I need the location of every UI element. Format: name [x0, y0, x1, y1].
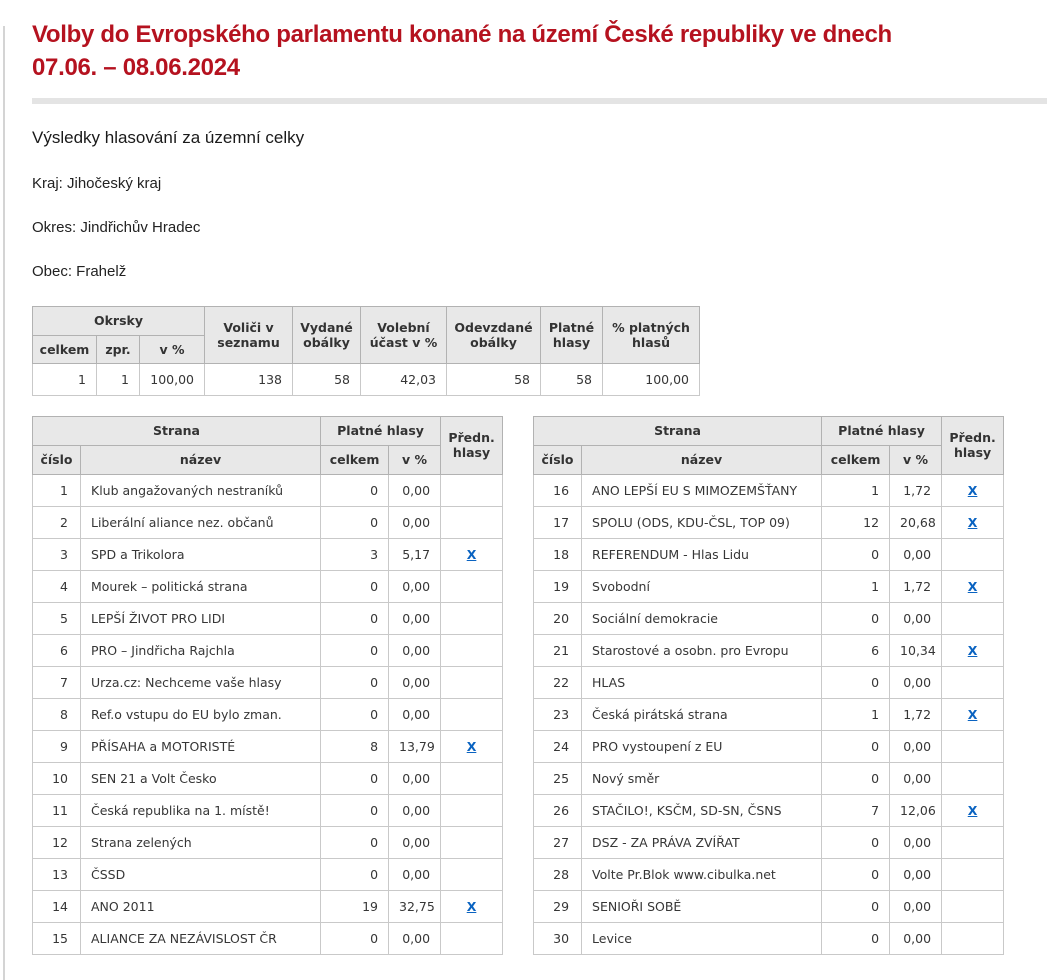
party-name: Klub angažovaných nestraníků [81, 474, 321, 506]
party-votes-total: 8 [321, 730, 389, 762]
party-votes-total: 0 [321, 666, 389, 698]
pref-votes-cell [441, 762, 503, 794]
page-title [32, 18, 1047, 84]
party-name: Urza.cz: Nechceme vaše hlasy [81, 666, 321, 698]
header-v-pct: v % [890, 445, 942, 474]
party-row [33, 602, 503, 634]
party-number: 28 [534, 858, 582, 890]
pref-votes-cell [942, 570, 1004, 602]
okres-line: Okres: Jindřichův Hradec [32, 219, 201, 236]
header-predn-hlasy: Předn. hlasy [441, 417, 503, 474]
pref-votes-cell [441, 634, 503, 666]
page-content [0, 18, 1047, 975]
party-votes-total: 1 [822, 698, 890, 730]
party-votes-pct: 0,00 [890, 890, 942, 922]
party-row [33, 762, 503, 794]
header-cislo: číslo [534, 445, 582, 474]
party-votes-total: 0 [321, 570, 389, 602]
party-number: 29 [534, 890, 582, 922]
header-okrsky-v-pct: v % [140, 335, 205, 364]
pref-votes-cell [441, 602, 503, 634]
party-number: 14 [33, 890, 81, 922]
party-number: 15 [33, 922, 81, 954]
header-strana: Strana [33, 417, 321, 446]
party-votes-pct: 0,00 [890, 730, 942, 762]
party-votes-pct: 0,00 [389, 762, 441, 794]
page-title-line-2: 07.06. – 08.06.2024 [32, 54, 240, 81]
party-votes-total: 0 [822, 858, 890, 890]
pref-votes-cell [942, 634, 1004, 666]
header-celkem: celkem [822, 445, 890, 474]
party-number: 8 [33, 698, 81, 730]
party-number: 7 [33, 666, 81, 698]
party-votes-pct: 1,72 [890, 474, 942, 506]
party-name: PRO vystoupení z EU [582, 730, 822, 762]
party-votes-total: 0 [321, 858, 389, 890]
pref-votes-cell [942, 602, 1004, 634]
party-row [33, 730, 503, 762]
party-votes-total: 0 [321, 602, 389, 634]
party-votes-total: 0 [321, 762, 389, 794]
party-number: 25 [534, 762, 582, 794]
header-strana: Strana [534, 417, 822, 446]
pref-votes-cell [942, 506, 1004, 538]
party-number: 22 [534, 666, 582, 698]
pref-votes-link[interactable]: X [967, 802, 978, 818]
party-number: 26 [534, 794, 582, 826]
party-number: 6 [33, 634, 81, 666]
pref-votes-cell [942, 890, 1004, 922]
summary-table [32, 306, 700, 396]
value-okrsky-v-pct: 100,00 [140, 364, 205, 396]
party-name: Volte Pr.Blok www.cibulka.net [582, 858, 822, 890]
header-odevzdane-obalky: Odevzdané obálky [447, 307, 541, 364]
party-votes-total: 19 [321, 890, 389, 922]
header-nazev: název [582, 445, 822, 474]
party-name: PŘÍSAHA a MOTORISTÉ [81, 730, 321, 762]
party-votes-total: 0 [321, 506, 389, 538]
party-votes-pct: 0,00 [389, 858, 441, 890]
party-row [534, 506, 1004, 538]
pref-votes-cell [441, 826, 503, 858]
header-vydane-obalky: Vydané obálky [293, 307, 361, 364]
party-number: 9 [33, 730, 81, 762]
party-votes-total: 0 [822, 538, 890, 570]
pref-votes-link[interactable]: X [466, 738, 477, 754]
party-table-right [533, 416, 1004, 954]
party-name: REFERENDUM - Hlas Lidu [582, 538, 822, 570]
party-votes-total: 1 [822, 570, 890, 602]
pref-votes-cell [942, 730, 1004, 762]
party-number: 20 [534, 602, 582, 634]
party-name: Svobodní [582, 570, 822, 602]
party-votes-pct: 1,72 [890, 570, 942, 602]
header-platne-hlasy: Platné hlasy [541, 307, 603, 364]
party-row [534, 890, 1004, 922]
party-row [33, 890, 503, 922]
pref-votes-cell [441, 858, 503, 890]
party-votes-total: 0 [321, 794, 389, 826]
party-number: 4 [33, 570, 81, 602]
party-number: 3 [33, 538, 81, 570]
party-name: PRO – Jindřicha Rajchla [81, 634, 321, 666]
header-volici-v-seznamu: Voliči v seznamu [205, 307, 293, 364]
party-votes-pct: 0,00 [389, 570, 441, 602]
pref-votes-cell [942, 794, 1004, 826]
party-number: 23 [534, 698, 582, 730]
party-number: 11 [33, 794, 81, 826]
party-number: 17 [534, 506, 582, 538]
party-name: DSZ - ZA PRÁVA ZVÍŘAT [582, 826, 822, 858]
header-nazev: název [81, 445, 321, 474]
party-number: 24 [534, 730, 582, 762]
party-name: Ref.o vstupu do EU bylo zman. [81, 698, 321, 730]
party-name: Strana zelených [81, 826, 321, 858]
pref-votes-cell [942, 666, 1004, 698]
party-votes-pct: 0,00 [890, 762, 942, 794]
party-name: Česká republika na 1. místě! [81, 794, 321, 826]
party-row [534, 474, 1004, 506]
pref-votes-cell [441, 506, 503, 538]
party-votes-pct: 0,00 [389, 922, 441, 954]
party-row [534, 762, 1004, 794]
party-row [534, 698, 1004, 730]
party-row [534, 570, 1004, 602]
value-volici-v-seznamu: 138 [205, 364, 293, 396]
party-name: SEN 21 a Volt Česko [81, 762, 321, 794]
value-pct-platnych-hlasu: 100,00 [603, 364, 700, 396]
obec-line: Obec: Frahelž [32, 263, 127, 280]
party-number: 12 [33, 826, 81, 858]
party-votes-total: 0 [321, 698, 389, 730]
party-votes-pct: 0,00 [890, 826, 942, 858]
party-row [534, 634, 1004, 666]
party-votes-total: 0 [822, 922, 890, 954]
party-number: 18 [534, 538, 582, 570]
pref-votes-link[interactable]: X [967, 482, 978, 498]
pref-votes-cell [441, 698, 503, 730]
pref-votes-cell [441, 730, 503, 762]
pref-votes-cell [942, 698, 1004, 730]
party-votes-pct: 10,34 [890, 634, 942, 666]
party-row [534, 922, 1004, 954]
party-votes-pct: 0,00 [389, 794, 441, 826]
title-divider [32, 98, 1047, 104]
pref-votes-cell [441, 922, 503, 954]
party-row [33, 570, 503, 602]
header-v-pct: v % [389, 445, 441, 474]
value-platne-hlasy: 58 [541, 364, 603, 396]
party-votes-total: 0 [822, 666, 890, 698]
pref-votes-cell [942, 922, 1004, 954]
party-votes-total: 0 [321, 474, 389, 506]
pref-votes-cell [441, 538, 503, 570]
pref-votes-link[interactable]: X [967, 706, 978, 722]
party-votes-pct: 0,00 [389, 634, 441, 666]
party-name: Starostové a osobn. pro Evropu [582, 634, 822, 666]
party-votes-total: 1 [822, 474, 890, 506]
party-votes-pct: 0,00 [890, 922, 942, 954]
party-name: Mourek – politická strana [81, 570, 321, 602]
party-name: ALIANCE ZA NEZÁVISLOST ČR [81, 922, 321, 954]
summary-row [33, 364, 700, 396]
party-row [33, 794, 503, 826]
party-row [33, 506, 503, 538]
party-number: 21 [534, 634, 582, 666]
party-name: ČSSD [81, 858, 321, 890]
pref-votes-link[interactable]: X [967, 642, 978, 658]
pref-votes-link[interactable]: X [967, 514, 978, 530]
pref-votes-cell [942, 538, 1004, 570]
party-votes-pct: 32,75 [389, 890, 441, 922]
pref-votes-cell [942, 762, 1004, 794]
party-name: SENIOŘI SOBĚ [582, 890, 822, 922]
party-row [33, 858, 503, 890]
party-votes-total: 6 [822, 634, 890, 666]
pref-votes-cell [441, 570, 503, 602]
party-votes-pct: 0,00 [890, 666, 942, 698]
party-name: ANO LEPŠÍ EU S MIMOZEMŠŤANY [582, 474, 822, 506]
party-number: 5 [33, 602, 81, 634]
party-votes-pct: 0,00 [389, 826, 441, 858]
party-votes-pct: 0,00 [389, 666, 441, 698]
party-votes-pct: 0,00 [389, 474, 441, 506]
party-votes-pct: 0,00 [890, 858, 942, 890]
party-votes-total: 0 [321, 826, 389, 858]
party-votes-total: 12 [822, 506, 890, 538]
header-platne-hlasy: Platné hlasy [321, 417, 441, 446]
pref-votes-link[interactable]: X [967, 578, 978, 594]
party-row [33, 634, 503, 666]
pref-votes-cell [942, 858, 1004, 890]
header-predn-hlasy: Předn. hlasy [942, 417, 1004, 474]
party-row [534, 730, 1004, 762]
page-left-border [3, 26, 5, 980]
party-number: 10 [33, 762, 81, 794]
party-number: 1 [33, 474, 81, 506]
party-votes-pct: 0,00 [890, 538, 942, 570]
party-table-left [32, 416, 503, 954]
party-votes-pct: 20,68 [890, 506, 942, 538]
pref-votes-link[interactable]: X [466, 898, 477, 914]
page-title-line-1: Volby do Evropského parlamentu konané na území České republiky ve dnech [32, 21, 892, 48]
party-name: LEPŠÍ ŽIVOT PRO LIDI [81, 602, 321, 634]
party-name: SPD a Trikolora [81, 538, 321, 570]
header-celkem: celkem [321, 445, 389, 474]
kraj-line: Kraj: Jihočeský kraj [32, 175, 162, 192]
party-name: Nový směr [582, 762, 822, 794]
party-votes-pct: 0,00 [890, 602, 942, 634]
party-name: ANO 2011 [81, 890, 321, 922]
header-okrsky: Okrsky [33, 307, 205, 336]
party-votes-pct: 5,17 [389, 538, 441, 570]
party-votes-total: 0 [321, 922, 389, 954]
pref-votes-cell [441, 794, 503, 826]
party-number: 16 [534, 474, 582, 506]
party-number: 13 [33, 858, 81, 890]
party-row [33, 698, 503, 730]
party-votes-pct: 0,00 [389, 698, 441, 730]
party-row [33, 666, 503, 698]
section-heading: Výsledky hlasování za územní celky [32, 128, 305, 147]
party-name: Levice [582, 922, 822, 954]
header-pct-platnych-hlasu: % platných hlasů [603, 307, 700, 364]
party-number: 27 [534, 826, 582, 858]
pref-votes-cell [441, 666, 503, 698]
value-okrsky-zpr: 1 [97, 364, 140, 396]
party-votes-pct: 1,72 [890, 698, 942, 730]
party-name: SPOLU (ODS, KDU-ČSL, TOP 09) [582, 506, 822, 538]
party-name: STAČILO!, KSČM, SD-SN, ČSNS [582, 794, 822, 826]
party-row [534, 538, 1004, 570]
party-votes-total: 0 [822, 890, 890, 922]
header-volebni-ucast: Volební účast v % [361, 307, 447, 364]
party-votes-total: 0 [822, 730, 890, 762]
pref-votes-cell [441, 474, 503, 506]
party-tables-row [32, 416, 1047, 954]
party-name: Česká pirátská strana [582, 698, 822, 730]
value-vydane-obalky: 58 [293, 364, 361, 396]
header-okrsky-zpr: zpr. [97, 335, 140, 364]
party-votes-total: 0 [822, 762, 890, 794]
party-row [534, 666, 1004, 698]
pref-votes-cell [942, 474, 1004, 506]
pref-votes-cell [441, 890, 503, 922]
party-votes-total: 3 [321, 538, 389, 570]
header-cislo: číslo [33, 445, 81, 474]
party-votes-total: 0 [822, 602, 890, 634]
value-volebni-ucast: 42,03 [361, 364, 447, 396]
party-row [534, 794, 1004, 826]
party-number: 19 [534, 570, 582, 602]
header-platne-hlasy: Platné hlasy [822, 417, 942, 446]
party-votes-total: 7 [822, 794, 890, 826]
party-row [534, 826, 1004, 858]
party-name: HLAS [582, 666, 822, 698]
party-number: 30 [534, 922, 582, 954]
party-row [534, 858, 1004, 890]
party-name: Sociální demokracie [582, 602, 822, 634]
pref-votes-link[interactable]: X [466, 546, 477, 562]
party-votes-pct: 13,79 [389, 730, 441, 762]
header-okrsky-celkem: celkem [33, 335, 97, 364]
party-votes-pct: 12,06 [890, 794, 942, 826]
party-votes-pct: 0,00 [389, 602, 441, 634]
party-votes-pct: 0,00 [389, 506, 441, 538]
party-row [33, 922, 503, 954]
party-row [33, 538, 503, 570]
party-votes-total: 0 [822, 826, 890, 858]
party-row [33, 826, 503, 858]
party-row [534, 602, 1004, 634]
party-row [33, 474, 503, 506]
value-okrsky-celkem: 1 [33, 364, 97, 396]
party-name: Liberální aliance nez. občanů [81, 506, 321, 538]
pref-votes-cell [942, 826, 1004, 858]
party-votes-total: 0 [321, 634, 389, 666]
party-number: 2 [33, 506, 81, 538]
value-odevzdane-obalky: 58 [447, 364, 541, 396]
